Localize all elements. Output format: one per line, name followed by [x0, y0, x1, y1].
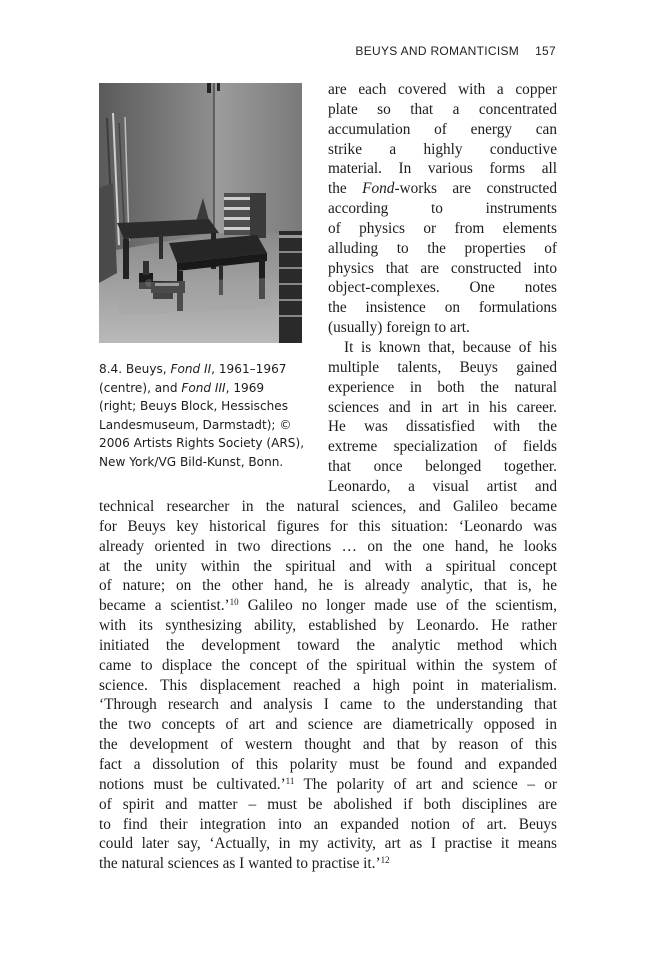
text-segment: the development of western thought and that by reason of this: [99, 736, 557, 754]
text-segment: Galileo no longer made use of the scientism,: [238, 597, 558, 615]
caption-text: 8.4. Beuys,: [99, 362, 171, 376]
text-segment: object-complexes. One notes: [328, 279, 557, 297]
text-segment: -works are constructed: [394, 180, 557, 198]
text-line: [99, 576, 557, 596]
caption-text: , 1961–1967: [211, 362, 287, 376]
text-segment: He was dissatisfied with the: [328, 418, 557, 436]
text-segment: science. This displacement reached a high point in materialism.: [99, 676, 557, 694]
caption-line: [99, 453, 319, 472]
text-line: [328, 298, 557, 318]
text-line: [99, 735, 557, 755]
footnote-reference: 10: [229, 597, 239, 608]
text-line: [99, 676, 557, 696]
text-segment: experience in both the natural: [328, 378, 557, 396]
text-line: [99, 656, 557, 676]
text-line: [328, 398, 557, 418]
text-segment: according to instruments: [328, 200, 557, 218]
text-segment: plate so that a concentrated: [328, 100, 557, 118]
text-line: [99, 755, 557, 775]
caption-title: Fond III: [181, 380, 226, 395]
footnote-reference: 11: [285, 775, 295, 786]
text-line: [328, 120, 557, 140]
footnote-reference: 12: [380, 855, 390, 866]
running-head: [355, 44, 556, 58]
text-line: [328, 159, 557, 179]
text-segment: technical researcher in the natural sciences, and Galileo became: [99, 498, 557, 515]
text-segment: for Beuys key historical figures for this situation: ‘Leonardo was: [99, 517, 557, 535]
page-number: 157: [535, 44, 556, 58]
caption-line: [99, 397, 319, 416]
text-line: [328, 457, 557, 477]
text-segment: ‘Through research and analysis I came to the understanding that: [99, 696, 557, 714]
text-segment: could later say, ‘Actually, in my activity, art as I practise it means: [99, 835, 557, 853]
text-segment: extreme specialization of fields: [328, 438, 557, 456]
text-segment: strike a highly conductive: [328, 140, 557, 158]
caption-text: Landesmuseum, Darmstadt); ©: [99, 417, 292, 432]
text-line: [99, 815, 557, 835]
text-line: [99, 596, 557, 616]
text-line: [328, 278, 557, 298]
text-line: [328, 437, 557, 457]
text-segment: fact a dissolution of this polarity must be found and expanded: [99, 755, 557, 773]
text-line: [99, 695, 557, 715]
text-segment: of nature; on the other hand, he is already analytic, that is, he: [99, 577, 557, 595]
text-segment: initiated the development toward the analytic method which: [99, 636, 557, 654]
text-segment: material. In various forms all: [328, 160, 557, 178]
italic-term: Fond: [362, 180, 395, 198]
text-segment: already oriented in two directions … on the one hand, he looks: [99, 537, 557, 555]
text-segment: sciences and in art in his career.: [328, 398, 557, 416]
text-line: [328, 219, 557, 239]
text-segment: came to displace the concept of the spiritual within the system of: [99, 656, 557, 674]
text-segment: at the unity within the spiritual and with a spiritual concept: [99, 557, 557, 575]
text-line: [99, 537, 557, 557]
text-segment: the natural sciences as I wanted to practise it.’: [99, 855, 381, 873]
text-line: [328, 378, 557, 398]
text-line: [328, 100, 557, 120]
text-line: [328, 358, 557, 378]
text-line: [99, 795, 557, 815]
text-segment: It is known that, because of his: [344, 338, 557, 356]
caption-line: [99, 379, 319, 398]
running-title: BEUYS AND ROMANTICISM: [355, 44, 520, 58]
text-line: [99, 834, 557, 854]
text-segment: with its synthesizing ability, established by Leonardo. He rather: [99, 617, 557, 635]
caption-line: [99, 360, 319, 379]
text-line: [328, 140, 557, 160]
text-line: [328, 179, 557, 199]
text-line: [99, 636, 557, 656]
text-segment: Leonardo, a visual artist and: [328, 477, 557, 495]
text-segment: to find their integration into an expanded notion of art. Beuys: [99, 815, 557, 833]
caption-line: [99, 434, 319, 453]
text-segment: of spirit and matter – must be abolished if both disciplines are: [99, 795, 557, 813]
text-full-width: [99, 497, 557, 874]
text-segment: the: [328, 180, 363, 198]
text-segment: that once belonged together.: [328, 458, 557, 476]
text-segment: of physics or from elements: [328, 219, 557, 237]
text-segment: notions must be cultivated.’: [99, 775, 286, 793]
text-line: [99, 715, 557, 735]
text-line: [328, 417, 557, 437]
text-line: [328, 199, 557, 219]
text-segment: accumulation of energy can: [328, 120, 557, 138]
caption-line: [99, 416, 319, 435]
caption-text: (right; Beuys Block, Hessisches: [99, 399, 289, 413]
text-segment: the two concepts of art and science are diametrically opposed in: [99, 716, 557, 734]
text-segment: physics that are constructed into: [328, 259, 557, 277]
text-segment: (usually) foreign to art.: [328, 319, 470, 337]
figure-photo: [99, 83, 302, 343]
text-segment: are each covered with a copper: [328, 81, 557, 98]
text-segment: alluding to the properties of: [328, 239, 557, 257]
text-line: [328, 338, 557, 358]
installation-photo: [99, 83, 302, 343]
caption-text: , 1969: [225, 380, 265, 395]
text-line: [328, 239, 557, 259]
text-segment: multiple talents, Beuys gained: [328, 358, 557, 376]
text-line: [328, 259, 557, 279]
caption-title: Fond II: [170, 362, 212, 376]
text-segment: The polarity of art and science – or: [294, 775, 557, 793]
caption-text: (centre), and: [99, 380, 182, 395]
text-line: [99, 497, 557, 517]
caption-text: 2006 Artists Rights Society (ARS),: [99, 436, 305, 450]
text-line: [99, 517, 557, 537]
text-line: [99, 616, 557, 636]
figure-caption: [99, 360, 319, 471]
text-line: [99, 775, 557, 795]
text-segment: became a scientist.’: [99, 597, 230, 615]
text-line: [328, 318, 557, 338]
text-segment: the insistence on formulations: [328, 299, 557, 317]
text-line: [328, 80, 557, 100]
text-column: [328, 80, 557, 497]
text-line: [99, 854, 557, 874]
text-line: [328, 477, 557, 497]
caption-text: New York/VG Bild-Kunst, Bonn.: [99, 454, 284, 469]
text-line: [99, 557, 557, 577]
